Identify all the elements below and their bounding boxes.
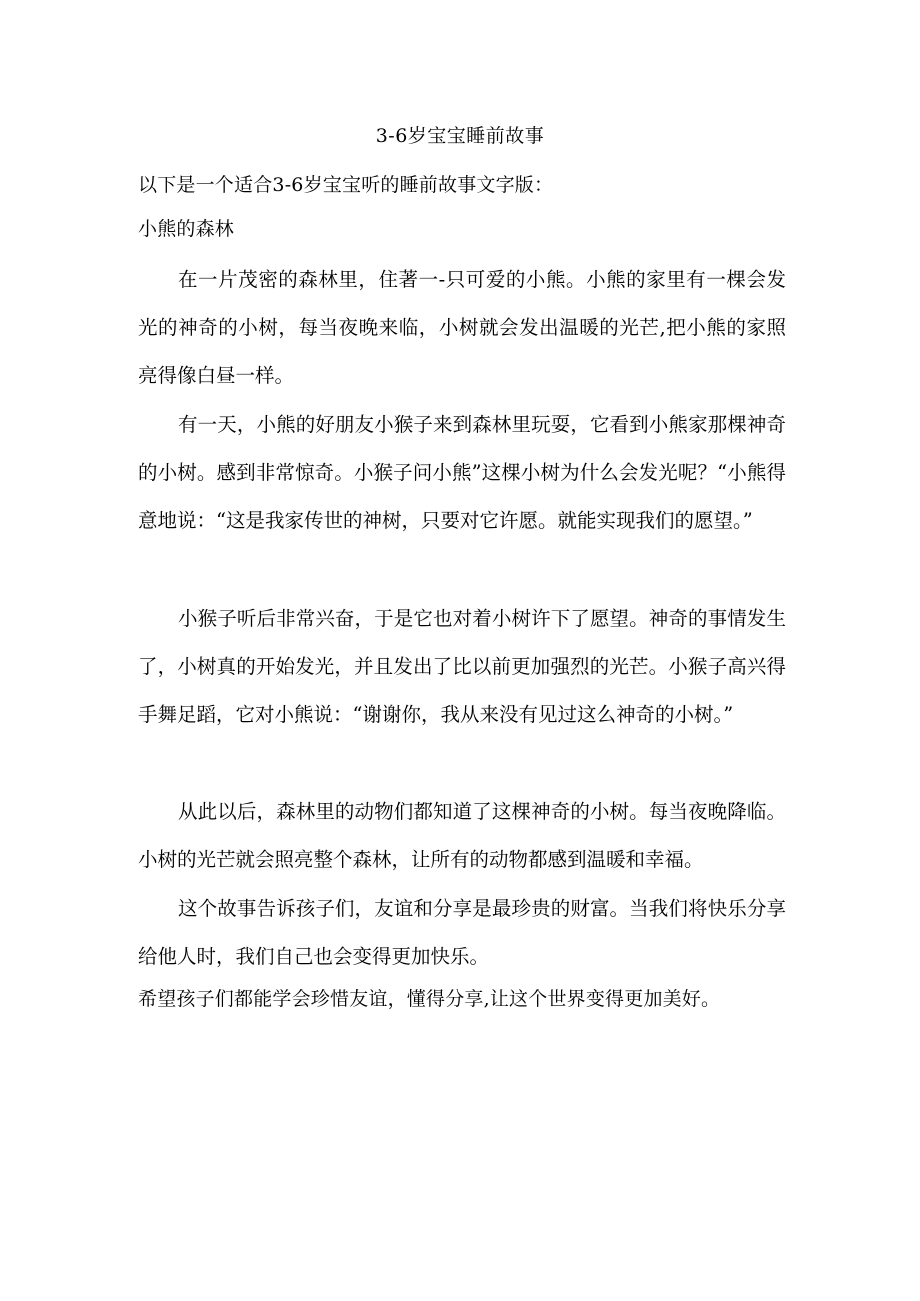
story-paragraph: 小猴子听后非常兴奋，于是它也对着小树许下了愿望。神奇的事情发生了，小树真的开始发光，并且发出了比以前更加强烈的光芒。小猴子高兴得手舞足蹈，它对小熊说：“谢谢你，我从来没有见过这么神奇的小树。” (138, 607, 786, 726)
story-title: 小熊的森林 (138, 218, 235, 240)
closing-text: 希望孩子们都能学会珍惜友谊，懂得分享,让这个世界变得更加美好。 (138, 988, 721, 1010)
document-title: 3-6岁宝宝睡前故事 (375, 125, 545, 147)
story-paragraph: 在一片茂密的森林里，住著一-只可爱的小熊。小熊的家里有一棵会发光的神奇的小树，每当夜晚来临，小树就会发出温暖的光芒,把小熊的家照亮得像白昼一样。 (138, 268, 786, 387)
story-paragraph: 有一天，小熊的好朋友小猴子来到森林里玩耍，它看到小熊家那棵神奇的小树。感到非常惊奇。小猴子问小熊”这棵小树为什么会发光呢？“小熊得意地说：“这是我家传世的神树，只要对它许愿。就能实现我们的愿望。” (138, 413, 786, 532)
story-paragraph: 这个故事告诉孩子们，友谊和分享是最珍贵的财富。当我们将快乐分享给他人时，我们自己也会变得更加快乐。 (138, 897, 786, 968)
story-paragraph: 从此以后，森林里的动物们都知道了这棵神奇的小树。每当夜晚降临。小树的光芒就会照亮整个森林，让所有的动物都感到温暖和幸福。 (138, 800, 786, 871)
intro-text: 以下是一个适合3-6岁宝宝听的睡前故事文字版： (138, 174, 554, 196)
